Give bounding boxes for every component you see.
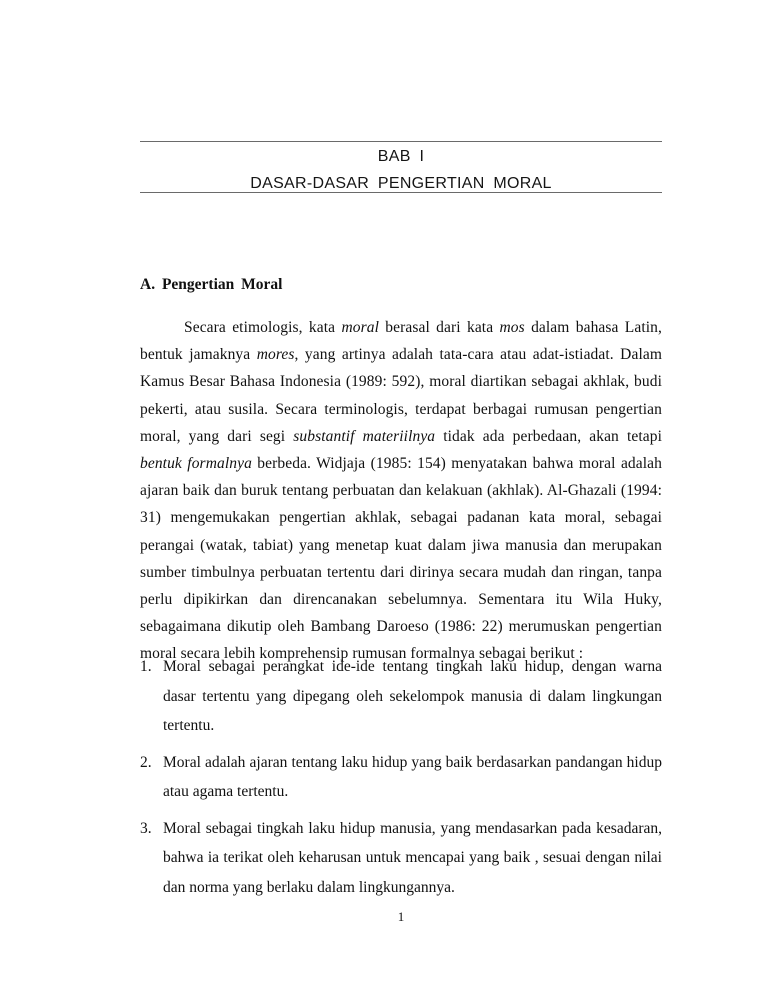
term-substantif: substantif materiilnya (293, 427, 436, 445)
list-item (140, 814, 662, 903)
term-moral: moral (341, 319, 379, 336)
list-number: 1. (140, 658, 152, 675)
paragraph-text: tidak ada perbedaan, akan tetapi (435, 427, 662, 445)
paragraph-text: dalam bahasa Latin, bentuk jamaknya (140, 319, 662, 364)
list-text: Moral adalah ajaran tentang laku hidup yang baik berdasarkan pandangan hidup atau agama tertentu. (163, 753, 662, 800)
list-number: 3. (140, 819, 152, 837)
paragraph-text: , yang artinya adalah tata-cara atau adat-istiadat. Dalam Kamus Besar Bahasa Indonesia (1989: 592), moral diartikan sebagai akhlak, budi pekerti, atau susila. Secara terminologis, terdapat berbagai rumusan pengertian moral, yang dari segi (140, 346, 662, 445)
chapter-title: DASAR-DASAR PENGERTIAN MORAL (250, 175, 552, 192)
list-text: Moral sebagai perangkat ide-ide tentang tingkah laku hidup, dengan warna dasar tertentu yang dipegang oleh sekelompok manusia di dalam lingkungan tertentu. (163, 658, 662, 734)
body-paragraph (140, 314, 662, 668)
list-item (140, 748, 662, 807)
paragraph-text: berasal dari kata (378, 319, 500, 336)
section-heading: A. Pengertian Moral (140, 276, 283, 293)
chapter-label: BAB I (377, 148, 425, 165)
page-number: 1 (397, 909, 405, 924)
list-number: 2. (140, 753, 152, 771)
top-rule (140, 141, 662, 142)
list-item (140, 652, 662, 741)
term-mores: mores (256, 346, 295, 364)
paragraph-text: Secara etimologis, kata (184, 319, 342, 336)
term-mos: mos (499, 319, 525, 336)
paragraph-text: berbeda. Widjaja (1985: 154) menyatakan bahwa moral adalah ajaran baik dan buruk tentang perbuatan dan kelakuan (akhlak). Al-Ghazali (1994: 31) mengemukakan pengertian akhlak, sebagai padanan kata moral, sebagai perangai (watak, tabiat) yang menetap kuat dalam jiwa manusia dan merupakan sumber timbulnya perbuatan tertentu dari dirinya secara mudah dan ringan, tanpa perlu dipikirkan dan direncanakan sebelumnya. Sementara itu Wila Huky, sebagaimana dikutip oleh Bambang Daroeso (1986: 22) merumuskan pengertian moral secara lebih komprehensip rumusan formalnya sebagai berikut : (140, 455, 662, 663)
term-bentuk-formal: bentuk formalnya (140, 455, 252, 473)
list-text: Moral sebagai tingkah laku hidup manusia, yang mendasarkan pada kesadaran, bahwa ia terikat oleh keharusan untuk mencapai yang baik , sesuai dengan nilai dan norma yang berlaku dalam lingkungannya. (163, 819, 662, 896)
definition-list (140, 652, 662, 909)
bottom-rule (140, 192, 662, 193)
